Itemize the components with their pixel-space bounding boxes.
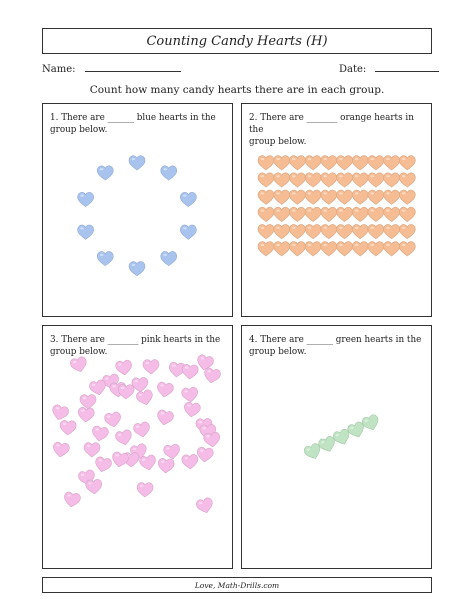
orange-heart: [305, 224, 321, 238]
blue-heart: [97, 166, 113, 180]
pink-heart: [156, 381, 174, 398]
orange-heart: [399, 224, 415, 238]
orange-heart: [321, 207, 337, 221]
pink-heart: [63, 491, 81, 508]
page-title: Counting Candy Hearts (H): [146, 33, 328, 49]
pink-heart: [60, 420, 77, 435]
footer: [42, 577, 432, 593]
pink-heart: [195, 497, 214, 515]
pink-heart: [104, 411, 122, 428]
orange-heart: [399, 190, 415, 204]
orange-heart: [337, 156, 353, 170]
blue-heart: [161, 251, 177, 265]
orange-heart: [274, 156, 290, 170]
pink-heart: [182, 454, 199, 469]
pink-heart: [135, 389, 154, 407]
orange-heart: [399, 242, 415, 256]
pink-heart: [181, 387, 199, 403]
orange-heart: [258, 156, 274, 170]
green-heart: [361, 414, 381, 433]
orange-heart: [384, 190, 400, 204]
pink-heart: [111, 451, 129, 468]
orange-heart: [321, 242, 337, 256]
pink-heart: [85, 479, 102, 495]
orange-heart: [305, 156, 321, 170]
pink-heart: [203, 432, 220, 448]
question-3-line1: 3. There are _______ pink hearts in the: [50, 335, 221, 345]
orange-heart: [321, 224, 337, 238]
orange-heart: [337, 173, 353, 187]
question-4-line2: group below.: [249, 347, 307, 357]
pink-heart: [80, 395, 96, 409]
pink-heart: [89, 379, 108, 396]
orange-heart: [305, 207, 321, 221]
orange-heart: [368, 190, 384, 204]
blue-heart: [180, 225, 196, 239]
pink-heart: [77, 407, 94, 423]
orange-heart: [305, 242, 321, 256]
pink-heart: [115, 360, 133, 376]
orange-heart: [384, 242, 400, 256]
blue-heart: [97, 251, 113, 265]
blue-heart: [180, 192, 196, 206]
orange-heart: [305, 173, 321, 187]
blue-heart: [78, 192, 94, 206]
pink-heart: [137, 482, 153, 497]
pink-heart: [143, 359, 159, 374]
orange-heart: [274, 207, 290, 221]
orange-heart: [352, 173, 368, 187]
orange-heart: [274, 173, 290, 187]
pink-heart: [133, 421, 151, 438]
orange-heart: [337, 242, 353, 256]
pink-heart: [163, 444, 181, 460]
orange-heart: [352, 207, 368, 221]
orange-heart: [289, 190, 305, 204]
orange-heart: [352, 242, 368, 256]
orange-heart: [352, 190, 368, 204]
orange-heart: [399, 173, 415, 187]
pink-heart: [94, 456, 113, 474]
orange-heart: [289, 224, 305, 238]
orange-heart: [289, 173, 305, 187]
pink-heart: [196, 447, 213, 463]
pink-heart: [84, 442, 100, 457]
orange-heart: [337, 224, 353, 238]
orange-heart: [337, 207, 353, 221]
orange-heart: [384, 173, 400, 187]
pink-heart: [158, 458, 175, 473]
pink-heart: [69, 356, 88, 374]
orange-heart: [258, 190, 274, 204]
pink-heart: [183, 402, 201, 418]
date-label: Date:: [339, 64, 367, 75]
instructions: Count how many candy hearts there are in each group.: [89, 84, 385, 96]
orange-heart: [258, 224, 274, 238]
orange-heart: [337, 190, 353, 204]
orange-heart: [384, 156, 400, 170]
orange-heart: [399, 156, 415, 170]
orange-heart: [368, 207, 384, 221]
orange-heart: [368, 156, 384, 170]
question-2-line1: 2. There are _______ orange hearts in the: [249, 113, 414, 135]
pink-heart: [203, 367, 221, 384]
question-4-line1: 4. There are ______ green hearts in the: [249, 335, 422, 345]
orange-heart: [368, 173, 384, 187]
orange-heart: [399, 207, 415, 221]
orange-heart: [368, 242, 384, 256]
pink-heart: [156, 409, 175, 426]
orange-heart: [352, 224, 368, 238]
pink-heart: [118, 384, 134, 399]
name-label: Name:: [42, 64, 76, 75]
orange-heart: [384, 207, 400, 221]
blue-heart: [161, 166, 177, 180]
orange-heart: [289, 207, 305, 221]
blue-heart: [78, 225, 94, 239]
orange-heart: [289, 156, 305, 170]
orange-heart: [274, 190, 290, 204]
pink-heart: [139, 454, 157, 471]
orange-heart: [258, 173, 274, 187]
question-1-line1: 1. There are ______ blue hearts in the: [50, 113, 216, 123]
orange-heart: [305, 190, 321, 204]
orange-heart: [274, 242, 290, 256]
question-1-line2: group below.: [50, 125, 108, 135]
orange-heart: [258, 207, 274, 221]
orange-heart: [274, 224, 290, 238]
pink-heart: [52, 442, 70, 458]
orange-heart: [321, 156, 337, 170]
question-3-line2: group below.: [50, 347, 108, 357]
orange-heart: [368, 224, 384, 238]
orange-heart: [258, 242, 274, 256]
footer-credit: Love, Math-Drills.com: [194, 580, 280, 590]
orange-heart: [321, 173, 337, 187]
blue-heart: [129, 156, 145, 170]
pink-heart: [91, 425, 109, 442]
pink-heart: [115, 429, 134, 447]
question-2-line2: group below.: [249, 137, 307, 147]
pink-heart: [51, 404, 70, 422]
orange-heart: [352, 156, 368, 170]
orange-heart: [289, 242, 305, 256]
blue-heart: [129, 262, 145, 276]
orange-heart: [321, 190, 337, 204]
pink-heart: [182, 364, 199, 379]
orange-heart: [384, 224, 400, 238]
